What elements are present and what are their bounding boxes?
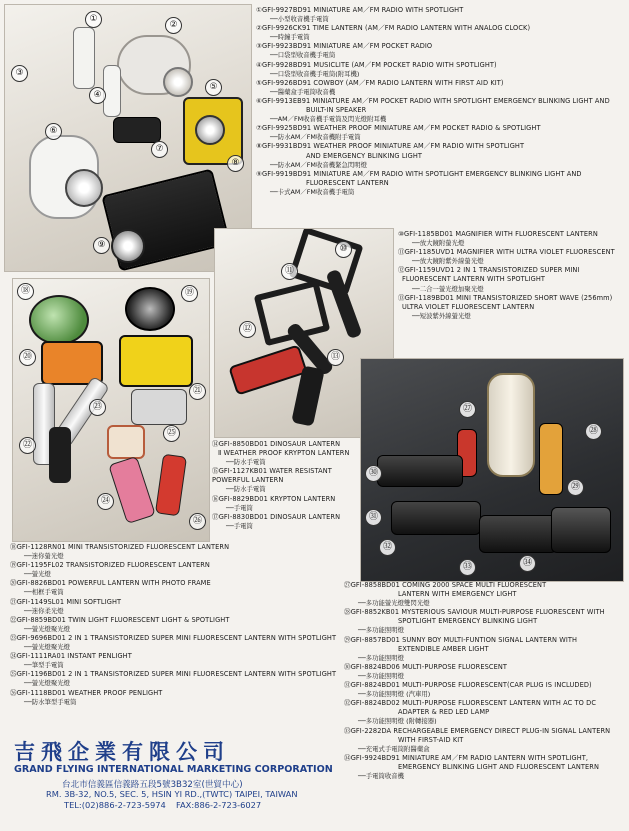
company-name-en: GRAND FLYING INTERNATIONAL MARKETING CORPORATION — [14, 764, 333, 775]
item-zh: ──卡式AM／FM收音機手電筒 — [270, 187, 355, 196]
list-item — [344, 699, 626, 726]
item-en: ③GFI-9923BD91 MINIATURE AM／FM POCKET RADIO — [256, 42, 433, 51]
item-en: ㉓GFI-9696BD01 2 IN 1 TRANSISTORIZED SUPER MINI FLUORESCENT LANTERN WITH SPOTLIGHT — [10, 633, 337, 642]
item-zh: ──相框手電筒 — [24, 588, 64, 597]
item-en: ⑬GFI-1189BD01 MINI TRANSISTORIZED SHORT WAVE (256mm) — [398, 293, 613, 302]
photo-label: ⑳ — [19, 349, 36, 366]
item-en: ⑩GFI-1185BD01 MAGNIFIER WITH FLUORESCENT LANTERN — [398, 230, 598, 238]
item-en: WITH FIRST-AID KIT — [398, 735, 464, 744]
item-zh: ──迷你柔光燈 — [24, 606, 64, 615]
photo-label: ㉜ — [379, 539, 396, 556]
list-item — [10, 652, 350, 670]
item-en: ⑳GFI-8826BD01 POWERFUL LANTERN WITH PHOTO FRAME — [10, 579, 211, 588]
item-zh: ──放大鏡附紫外線螢光燈 — [412, 257, 484, 266]
item-zh: ──螢光燈聚光燈 — [24, 643, 71, 652]
product-mp-lantern-2 — [391, 501, 481, 535]
photo-label: ㉔ — [97, 493, 114, 510]
item-zh: ──醫藥盒手電筒收音機 — [270, 87, 336, 96]
item-zh: ──放大鏡附螢光燈 — [412, 239, 465, 248]
item-en: ULTRA VIOLET FLUORESCENT LANTERN — [402, 302, 535, 311]
list-item — [212, 495, 358, 513]
photo-label: ④ — [89, 87, 106, 104]
list-item — [344, 581, 626, 608]
item-en: ㉗GFI-8858BD01 COMING 2000 SPACE MULTI FLUORESCENT — [344, 581, 547, 589]
list-item — [344, 754, 626, 781]
list-item — [256, 142, 626, 169]
photo-label: ⑲ — [181, 285, 198, 302]
photo-label: ⑦ — [151, 141, 168, 158]
photo-label: ㉝ — [459, 559, 476, 576]
list-item — [212, 467, 358, 494]
list-middle-center — [212, 440, 358, 531]
item-en: FLUORESCENT LANTERN WITH SPOTLIGHT — [402, 275, 546, 284]
product-space-lantern — [487, 373, 535, 477]
list-item — [256, 24, 626, 42]
list-item — [344, 681, 626, 699]
product-yellow-lantern — [119, 335, 193, 387]
list-bottom-left — [10, 543, 350, 707]
product-photo-frame — [107, 425, 145, 459]
list-item — [10, 634, 350, 652]
item-zh: ──螢光燈聚光燈 — [24, 624, 71, 633]
list-item — [256, 79, 626, 97]
item-en: ㉜GFI-8824BD02 MULTI-PURPOSE FLUORESCENT LANTERN WITH AC TO DC — [344, 699, 597, 708]
product-lens — [163, 67, 193, 97]
product-lens-3 — [65, 169, 103, 207]
item-zh: ──防水筆型手電筒 — [24, 697, 77, 706]
item-en: ㉑GFI-1149SL01 MINI SOFTLIGHT — [10, 597, 122, 606]
item-en: ④GFI-9928BD91 MUSICLITE (AM／FM POCKET RADIO WITH SPOTLIGHT) — [256, 60, 497, 69]
item-zh: ──短波紫外線螢光燈 — [412, 311, 471, 320]
product-pocket-radio — [73, 27, 95, 89]
list-top-right — [256, 6, 626, 197]
item-en: ㉝GFI-2282DA RECHARGEABLE EMERGENCY DIRECT PLUG-IN SIGNAL LANTERN — [344, 726, 611, 735]
item-zh: ──口袋型收音機手電筒(附耳機) — [270, 69, 360, 78]
item-zh: ──時鐘手電筒 — [270, 33, 310, 42]
list-item — [10, 579, 350, 597]
photo-label: ㉑ — [189, 383, 206, 400]
list-item — [256, 42, 626, 60]
product-silver-lantern — [131, 389, 187, 425]
item-en: ㉚GFI-8824BD06 MULTI-PURPOSE FLUORESCENT — [344, 662, 508, 671]
item-en: ⑧GFI-9931BD91 WEATHER PROOF MINIATURE AM／FM RADIO WITH SPOTLIGHT — [256, 142, 525, 151]
company-name-zh: 吉飛企業有限公司 — [14, 739, 230, 764]
item-zh: ──手電筒 — [226, 521, 253, 530]
photo-label: ⑧ — [227, 155, 244, 172]
item-zh: ──多功能照明燈 — [358, 626, 405, 635]
item-en: ⑫GFI-1159UVD1 2 IN 1 TRANSISTORIZED SUPER MINI — [398, 266, 580, 275]
photo-label: ㉗ — [459, 401, 476, 418]
photo-label: ㉛ — [365, 509, 382, 526]
item-en: ⑨GFI-9919BD91 MINIATURE AM／FM RADIO WITH SPOTLIGHT EMERGENCY BLINKING LIGHT AND — [256, 169, 582, 178]
item-zh: ──多功能照明燈 — [358, 653, 405, 662]
item-zh: ──手電筒收音機 — [358, 771, 405, 780]
item-zh: ──螢光燈聚光燈 — [24, 679, 71, 688]
photo-label: ㉚ — [365, 465, 382, 482]
list-item — [212, 440, 358, 467]
list-item — [344, 663, 626, 681]
item-en: ①GFI-9927BD91 MINIATURE AM／FM RADIO WITH SPOTLIGHT — [256, 6, 464, 14]
company-fax: FAX:886-2-723-6027 — [176, 800, 262, 810]
item-zh: ──二合一螢光燈加聚光燈 — [412, 284, 484, 293]
item-en: POWERFUL LANTERN — [212, 476, 284, 485]
photo-label: ⑥ — [45, 123, 62, 140]
product-lens-2 — [195, 115, 225, 145]
photo-label: ㉕ — [163, 425, 180, 442]
list-item — [398, 248, 626, 266]
item-zh: ──防水AM／FM收音機附手電筒 — [270, 133, 361, 142]
item-zh: ──口袋型收音機手電筒 — [270, 51, 336, 60]
photo-label: ㉘ — [585, 423, 602, 440]
item-zh: ──螢光燈 — [24, 570, 51, 579]
product-amber-lantern — [539, 423, 563, 495]
item-en: ⑤GFI-9926BD91 COWBOY (AM／FM RADIO LANTERN WITH FIRST AID KIT) — [256, 78, 504, 87]
product-mp-lantern-3 — [479, 515, 557, 553]
item-en: Ⅱ WEATHER PROOF KRYPTON LANTERN — [218, 449, 350, 458]
product-black-tube — [49, 427, 71, 483]
photo-label: ㉙ — [567, 479, 584, 496]
item-en: BUILT-IN SPEAKER — [306, 106, 367, 115]
item-en: ㉞GFI-9924BD91 MINIATURE AM／FM RADIO LANTERN WITH SPOTLIGHT, — [344, 753, 589, 762]
list-item — [256, 170, 626, 197]
item-en: FLUORESCENT LANTERN — [306, 178, 389, 187]
photo-label: ⑪ — [281, 263, 298, 280]
photo-label: ② — [165, 17, 182, 34]
item-en: ㉙GFI-8857BD01 SUNNY BOY MULTI-FUNTION SIGNAL LANTERN WITH — [344, 635, 578, 644]
item-en: ㉒GFI-8859BD01 TWIN LIGHT FLUORESCENT LIGHT & SPOTLIGHT — [10, 615, 230, 624]
item-zh: ──多功能螢光燈雙閃光燈 — [358, 599, 430, 608]
company-address-en: RM. 3B-32, NO.5, SEC. 5, HSIN YI RD.,(TWTC) TAIPEI, TAIWAN — [46, 789, 298, 799]
item-en: ⑭GFI-8850BD01 DINOSAUR LANTERN — [212, 440, 341, 448]
company-tel: TEL:(02)886-2-723-5974 — [64, 800, 166, 810]
item-en: ②GFI-9926CK91 TIME LANTERN (AM／FM RADIO LANTERN WITH ANALOG CLOCK) — [256, 24, 531, 33]
product-lens-4 — [111, 229, 145, 263]
list-item — [10, 598, 350, 616]
list-bottom-right — [344, 581, 626, 781]
list-item — [344, 636, 626, 663]
item-zh: ──防水手電筒 — [226, 485, 266, 494]
item-en: ㉘GFI-8852KB01 MYSTERIOUS SAVIOUR MULTI-PURPOSE FLUORESCENT WITH — [344, 608, 605, 617]
item-en: ⑦GFI-9925BD91 WEATHER PROOF MINIATURE AM／FM POCKET RADIO & SPOTLIGHT — [256, 124, 541, 133]
item-zh: ──AM／FM收音機手電筒及閃光燈附耳機 — [270, 115, 387, 124]
item-en: ⑰GFI-8830BD01 DINOSAUR LANTERN — [212, 512, 341, 521]
item-en: ㉛GFI-8824BD01 MULTI-PURPOSE FLUORESCENT(CAR PLUG IS INCLUDED) — [344, 681, 592, 690]
item-en: LANTERN WITH EMERGENCY LIGHT — [398, 590, 517, 599]
photo-label: ㉞ — [519, 555, 536, 572]
photo-label: ③ — [11, 65, 28, 82]
product-green-lantern — [29, 295, 89, 345]
item-en: ⑯GFI-8829BD01 KRYPTON LANTERN — [212, 494, 336, 503]
list-item — [10, 561, 350, 579]
photo-label: ⑨ — [93, 237, 110, 254]
item-zh: ──多功能照明燈 — [358, 671, 405, 680]
item-en: ⑱GFI-1128RN01 MINI TRANSISTORIZED FLUORESCENT LANTERN — [10, 543, 230, 551]
photo-label: ⑤ — [205, 79, 222, 96]
item-en: ⑪GFI-1185UVD1 MAGNIFIER WITH ULTRA VIOLET FLUORESCENT — [398, 248, 615, 257]
product-black-spotlight — [125, 287, 175, 331]
item-en: SPOTLIGHT EMERGENCY BLINKING LIGHT — [398, 617, 538, 626]
item-zh: ──迷你螢光燈 — [24, 552, 64, 561]
item-en: ADAPTER & RED LED LAMP — [398, 708, 490, 717]
list-item — [256, 124, 626, 142]
list-item — [10, 689, 350, 707]
product-mp-lantern-1 — [377, 455, 463, 487]
product-radio-black — [113, 117, 161, 143]
item-zh: ──防水手電筒 — [226, 458, 266, 467]
item-en: EXTENDIBLE AMBER LIGHT — [398, 644, 489, 653]
list-item — [398, 266, 626, 293]
item-zh: ──手電筒 — [226, 503, 253, 512]
item-en: EMERGENCY BLINKING LIGHT AND FLUORESCENT LANTERN — [398, 762, 600, 771]
photo-label: ① — [85, 11, 102, 28]
item-zh: ──充電式手電筒附醫藥盒 — [358, 744, 430, 753]
item-en: AND EMERGENCY BLINKING LIGHT — [306, 151, 423, 160]
item-zh: ──筆型手電筒 — [24, 661, 64, 670]
photo-label: ⑬ — [327, 349, 344, 366]
list-item — [344, 727, 626, 754]
product-radio-lantern — [551, 507, 611, 553]
photo-lanterns-right — [360, 358, 624, 582]
list-item — [10, 543, 350, 561]
product-pink-penlight — [108, 456, 156, 524]
list-item — [10, 670, 350, 688]
list-middle-right — [398, 230, 626, 321]
photo-label: ㉓ — [89, 399, 106, 416]
photo-label: ⑩ — [335, 241, 352, 258]
product-music-radio — [103, 65, 121, 117]
list-item — [344, 608, 626, 635]
list-item — [256, 61, 626, 79]
list-item — [398, 230, 626, 248]
list-item — [398, 294, 626, 321]
photo-label: ㉖ — [189, 513, 206, 530]
item-en: ⑲GFI-1195FL02 TRANSISTORIZED FLUORESCENT LANTERN — [10, 561, 210, 570]
photo-lanterns-left — [12, 278, 210, 542]
company-address-zh: 台北市信義區信義路五段5號3B32室(世貿中心) — [62, 780, 243, 790]
item-en: ㉔GFI-1111RA01 INSTANT PENLIGHT — [10, 652, 132, 661]
product-red-penlight — [155, 454, 187, 517]
item-en: ㉖GFI-1118BD01 WEATHER PROOF PENLIGHT — [10, 688, 163, 697]
item-zh: ──多功能照明燈 (汽車用) — [358, 690, 431, 699]
list-item — [256, 97, 626, 124]
photo-label: ⑫ — [239, 321, 256, 338]
item-en: ⑮GFI-1127KB01 WATER RESISTANT — [212, 467, 332, 476]
item-en: ⑥GFI-9913EB91 MINIATURE AM／FM POCKET RADIO WITH SPOTLIGHT EMERGENCY BLINKING LIGHT AND — [256, 96, 610, 105]
list-item — [10, 616, 350, 634]
item-zh: ──小型收音機手電筒 — [270, 15, 329, 24]
item-zh: ──防水AM／FM收音機緊急閃明燈 — [270, 160, 368, 169]
photo-label: ㉒ — [19, 437, 36, 454]
photo-label: ⑱ — [17, 283, 34, 300]
list-item — [212, 513, 358, 531]
product-red-lantern — [228, 344, 308, 395]
item-zh: ──多功能照明燈 (附轉接器) — [358, 717, 437, 726]
list-item — [256, 6, 626, 24]
item-en: ㉕GFI-1196BD01 2 IN 1 TRANSISTORIZED SUPER MINI FLUORESCENT LANTERN WITH SPOTLIGHT — [10, 670, 337, 679]
